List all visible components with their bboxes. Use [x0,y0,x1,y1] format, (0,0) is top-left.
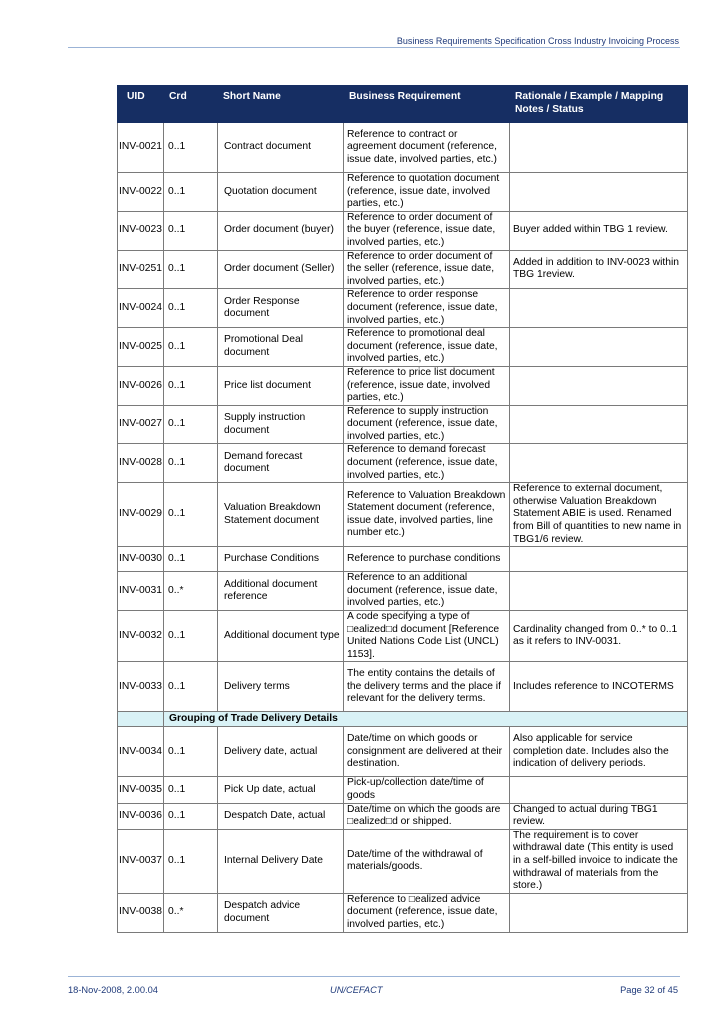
rationale-cell [510,547,688,572]
rationale-cell: Cardinality changed from 0..* to 0..1 as it refers to INV-0031. [510,611,688,662]
cardinality-cell: 0..1 [164,547,218,572]
uid-cell: INV-0025 [118,328,164,367]
table-row [118,289,688,328]
business-requirement-cell: Reference to order response document (reference, issue date, involved parties, etc.) [344,289,510,328]
business-requirement-cell: Date/time of the withdrawal of materials/goods. [344,829,510,893]
cardinality-cell: 0..1 [164,444,218,483]
table-row [118,328,688,367]
footer-date-version: 18-Nov-2008, 2.00.04 [68,985,158,995]
uid-cell: INV-0029 [118,483,164,547]
table-row [118,893,688,932]
business-requirement-cell: Reference to order document of the seller (reference, issue date, involved parties, etc.) [344,250,510,289]
cardinality-cell: 0..1 [164,662,218,712]
requirements-table-container [117,85,687,933]
uid-cell: INV-0031 [118,572,164,611]
short-name-cell: Additional document reference [218,572,344,611]
cardinality-cell: 0..1 [164,405,218,444]
short-name-cell: Internal Delivery Date [218,829,344,893]
business-requirement-cell: Reference to contract or agreement document (reference, issue date, involved parties, etc.) [344,123,510,173]
table-group-section [118,712,688,727]
table-row [118,611,688,662]
column-header-short-name: Short Name [218,86,344,123]
business-requirement-cell: Reference to Valuation Breakdown Statement document (reference, issue date, involved parties, line number etc.) [344,483,510,547]
table-row [118,483,688,547]
table-row [118,444,688,483]
rationale-cell: Includes reference to INCOTERMS [510,662,688,712]
group-title: Grouping of Trade Delivery Details [164,712,688,727]
rationale-cell: The requirement is to cover withdrawal date (This entity is used in a self-billed invoice to indicate the withdrawal of materials from the store.) [510,829,688,893]
business-requirement-cell: Reference to promotional deal document (reference, issue date, involved parties, etc.) [344,328,510,367]
rationale-cell [510,123,688,173]
rationale-cell [510,405,688,444]
business-requirement-cell: The entity contains the details of the delivery terms and the place if relevant for the delivery terms. [344,662,510,712]
table-row [118,123,688,173]
uid-cell: INV-0037 [118,829,164,893]
business-requirement-cell: Reference to □ealized advice document (reference, issue date, involved parties, etc.) [344,893,510,932]
cardinality-cell: 0..1 [164,173,218,212]
business-requirement-cell: Pick-up/collection date/time of goods [344,777,510,803]
rationale-cell [510,572,688,611]
short-name-cell: Quotation document [218,173,344,212]
cardinality-cell: 0..1 [164,727,218,777]
table-body-delivery [118,727,688,932]
business-requirement-cell: Reference to purchase conditions [344,547,510,572]
rationale-cell: Buyer added within TBG 1 review. [510,211,688,250]
business-requirement-cell: Reference to quotation document (reference, issue date, involved parties, etc.) [344,173,510,212]
table-row [118,405,688,444]
rationale-cell [510,777,688,803]
cardinality-cell: 0..1 [164,611,218,662]
rationale-cell [510,173,688,212]
short-name-cell: Supply instruction document [218,405,344,444]
short-name-cell: Pick Up date, actual [218,777,344,803]
uid-cell: INV-0038 [118,893,164,932]
rationale-cell [510,366,688,405]
cardinality-cell: 0..1 [164,123,218,173]
uid-cell: INV-0021 [118,123,164,173]
short-name-cell: Order Response document [218,289,344,328]
footer-page-number: Page 32 of 45 [620,985,678,995]
rationale-cell [510,328,688,367]
cardinality-cell: 0..1 [164,803,218,829]
business-requirement-cell: Reference to order document of the buyer (reference, issue date, involved parties, etc.) [344,211,510,250]
short-name-cell: Delivery date, actual [218,727,344,777]
cardinality-cell: 0..1 [164,366,218,405]
business-requirement-cell: A code specifying a type of □ealized□d document [Reference United Nations Code List (UNCL) 1153]. [344,611,510,662]
table-row [118,211,688,250]
uid-cell: INV-0034 [118,727,164,777]
footer-organization: UN/CEFACT [330,985,383,995]
group-row [118,712,688,727]
business-requirement-cell: Reference to an additional document (reference, issue date, involved parties, etc.) [344,572,510,611]
rationale-cell: Reference to external document, otherwise Valuation Breakdown Statement ABIE is used. Renamed from Bill of quantities to new name in TBG1/6 review. [510,483,688,547]
uid-cell: INV-0035 [118,777,164,803]
uid-cell: INV-0030 [118,547,164,572]
uid-cell: INV-0032 [118,611,164,662]
short-name-cell: Order document (Seller) [218,250,344,289]
short-name-cell: Purchase Conditions [218,547,344,572]
rationale-cell: Added in addition to INV-0023 within TBG 1review. [510,250,688,289]
uid-cell: INV-0027 [118,405,164,444]
rationale-cell [510,444,688,483]
column-header-uid: UID [118,86,164,123]
table-row [118,829,688,893]
short-name-cell: Demand forecast document [218,444,344,483]
business-requirement-cell: Reference to supply instruction document (reference, issue date, involved parties, etc.) [344,405,510,444]
table-row [118,250,688,289]
uid-cell: INV-0036 [118,803,164,829]
uid-cell: INV-0028 [118,444,164,483]
table-row [118,547,688,572]
short-name-cell: Despatch Date, actual [218,803,344,829]
uid-cell: INV-0251 [118,250,164,289]
table-row [118,777,688,803]
rationale-cell [510,289,688,328]
table-body-documents [118,123,688,712]
short-name-cell: Contract document [218,123,344,173]
footer-divider [68,976,680,977]
table-row [118,173,688,212]
short-name-cell: Order document (buyer) [218,211,344,250]
short-name-cell: Valuation Breakdown Statement document [218,483,344,547]
column-header-crd: Crd [164,86,218,123]
column-header-business-requirement: Business Requirement [344,86,510,123]
table-row [118,727,688,777]
business-requirement-cell: Date/time on which goods or consignment are delivered at their destination. [344,727,510,777]
rationale-cell: Also applicable for service completion date. Includes also the indication of delivery periods. [510,727,688,777]
short-name-cell: Despatch advice document [218,893,344,932]
cardinality-cell: 0..* [164,893,218,932]
table-row [118,662,688,712]
header-divider [68,47,680,48]
cardinality-cell: 0..* [164,572,218,611]
page-header-title: Business Requirements Specification Cross Industry Invoicing Process [396,36,679,46]
table-row [118,572,688,611]
requirements-table [117,85,688,933]
short-name-cell: Additional document type [218,611,344,662]
uid-cell: INV-0033 [118,662,164,712]
cardinality-cell: 0..1 [164,483,218,547]
rationale-cell [510,893,688,932]
short-name-cell: Price list document [218,366,344,405]
table-header-row [118,86,688,123]
group-row-spacer [118,712,164,727]
table-row [118,803,688,829]
short-name-cell: Delivery terms [218,662,344,712]
cardinality-cell: 0..1 [164,211,218,250]
business-requirement-cell: Date/time on which the goods are □ealized□d or shipped. [344,803,510,829]
cardinality-cell: 0..1 [164,777,218,803]
cardinality-cell: 0..1 [164,328,218,367]
uid-cell: INV-0026 [118,366,164,405]
cardinality-cell: 0..1 [164,250,218,289]
table-row [118,366,688,405]
business-requirement-cell: Reference to price list document (reference, issue date, involved parties, etc.) [344,366,510,405]
cardinality-cell: 0..1 [164,829,218,893]
business-requirement-cell: Reference to demand forecast document (reference, issue date, involved parties, etc.) [344,444,510,483]
cardinality-cell: 0..1 [164,289,218,328]
uid-cell: INV-0022 [118,173,164,212]
column-header-rationale: Rationale / Example / Mapping Notes / Status [510,86,688,123]
uid-cell: INV-0024 [118,289,164,328]
rationale-cell: Changed to actual during TBG1 review. [510,803,688,829]
uid-cell: INV-0023 [118,211,164,250]
short-name-cell: Promotional Deal document [218,328,344,367]
